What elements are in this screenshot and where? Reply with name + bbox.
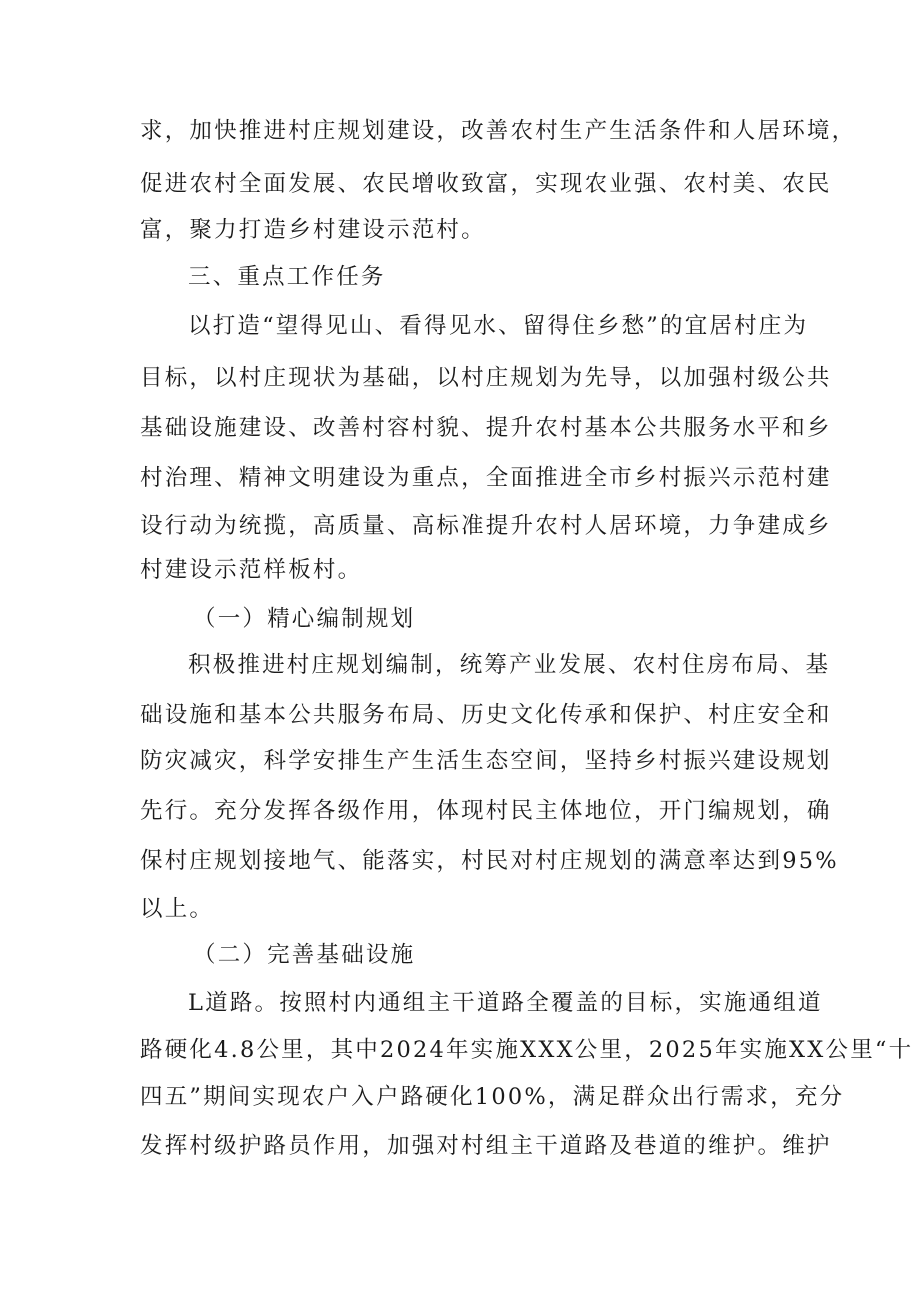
- body-text-line: 村建设示范样板村。: [140, 557, 363, 583]
- body-text-line: 积极推进村庄规划编制，统筹产业发展、农村住房布局、基: [188, 652, 831, 678]
- body-text-line: 目标，以村庄现状为基础，以村庄规划为先导，以加强村级公共: [140, 365, 832, 391]
- body-text-line: 保村庄规划接地气、能落实，村民对村庄规划的满意率达到95%: [140, 848, 839, 874]
- body-text-line: 基础设施建设、改善村容村貌、提升农村基本公共服务水平和乡: [140, 415, 832, 441]
- body-text-line: 先行。充分发挥各级作用，体现村民主体地位，开门编规划，确: [140, 798, 832, 824]
- subsection-heading: （一）精心编制规划: [193, 606, 416, 632]
- body-text-line: L道路。按照村内通组主干道路全覆盖的目标，实施通组道: [188, 990, 823, 1016]
- body-text-line: 发挥村级护路员作用，加强对村组主干道路及巷道的维护。维护: [140, 1133, 832, 1159]
- body-text-line: 设行动为统揽，高质量、高标准提升农村人居环境，力争建成乡: [140, 513, 832, 539]
- body-text-line: 求，加快推进村庄规划建设，改善农村生产生活条件和人居环境，: [140, 118, 857, 144]
- body-text-line: 促进农村全面发展、农民增收致富，实现农业强、农村美、农民: [140, 171, 832, 197]
- body-text-line: 以打造“望得见山、看得见水、留得住乡愁”的宜居村庄为: [188, 313, 809, 339]
- body-text-line: 路硬化4.8公里，其中2024年实施XXX公里，2025年实施XX公里“十: [140, 1037, 914, 1063]
- section-heading: 三、重点工作任务: [188, 264, 386, 290]
- body-text-line: 础设施和基本公共服务布局、历史文化传承和保护、村庄安全和: [140, 702, 832, 728]
- body-text-line: 以上。: [140, 896, 215, 922]
- subsection-heading: （二）完善基础设施: [193, 942, 416, 968]
- body-text-line: 富，聚力打造乡村建设示范村。: [140, 217, 486, 243]
- body-text-line: 四五”期间实现农户入户路硬化100%，满足群众出行需求，充分: [140, 1084, 845, 1110]
- body-text-line: 村治理、精神文明建设为重点，全面推进全市乡村振兴示范村建: [140, 465, 832, 491]
- body-text-line: 防灾减灾，科学安排生产生活生态空间，坚持乡村振兴建设规划: [140, 748, 832, 774]
